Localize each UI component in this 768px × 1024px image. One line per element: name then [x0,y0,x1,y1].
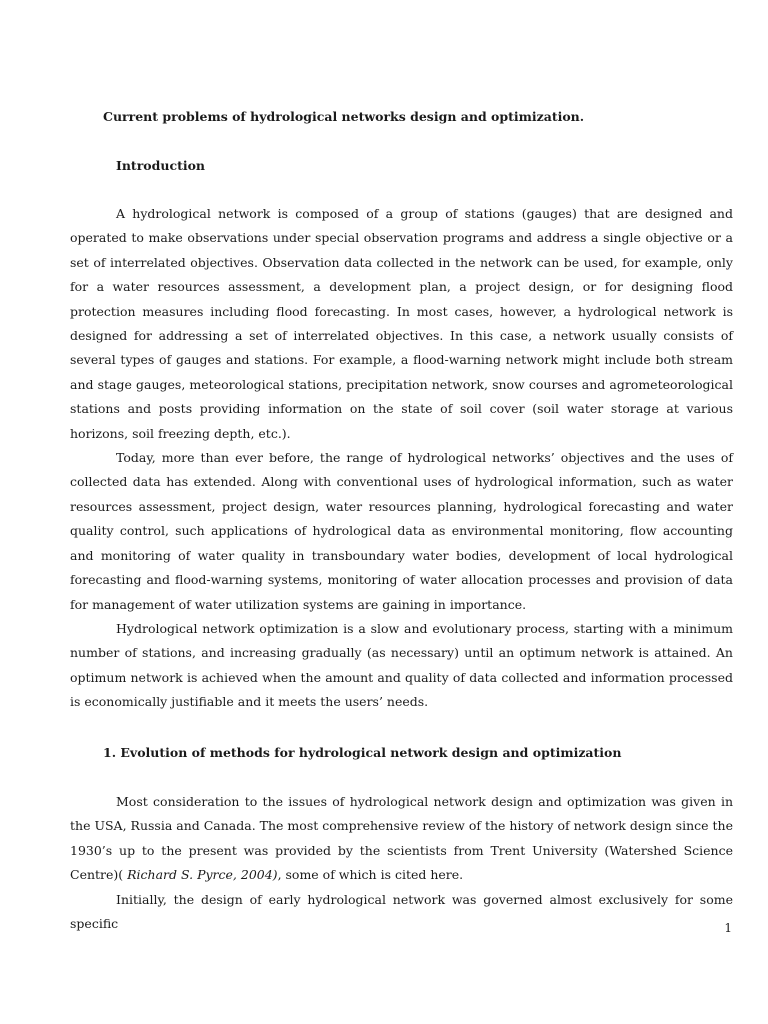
intro-paragraph-1: A hydrological network is composed of a group of stations (gauges) that are designed and operated to make observations under special observation programs and address a single objective or a set of interrelated objectives. Observation data collected in the network can be used, for example, only for a water resources assessment, a development plan, a project design, or for designing flood protection measures including flood forecasting. In most cases, however, a hydrological network is designed for addressing a set of interrelated objectives. In this case, a network usually consists of several types of gauges and stations. For example, a flood-warning network might include both stream and stage gauges, meteorological stations, precipitation network, snow courses and agrometeorological stations and posts providing information on the state of soil cover (soil water storage at various horizons, soil freezing depth, etc.). [70,206,733,441]
citation: Richard S. Pyrce, 2004) [127,867,278,883]
section-1-body [70,790,733,936]
introduction-body [70,202,733,715]
paragraph-text: Most consideration to the issues of hydrological network design and optimization was given in the USA, Russia and Canada. The most comprehensive review of the history of network design since the 1930’s up to the present was provided by the scientists from Trent University (Watershed Science Centre)( [70,794,733,883]
document-title: Current problems of hydrological networks design and optimization. [103,109,585,124]
section-1-heading: 1. Evolution of methods for hydrological network design and optimization [103,745,622,760]
introduction-heading: Introduction [116,158,206,173]
page-number: 1 [724,921,732,935]
intro-paragraph-2: Today, more than ever before, the range of hydrological networks’ objectives and the uses of collected data has extended. Along with conventional uses of hydrological information, such as water resources assessment, project design, water resources planning, hydrological forecasting and water quality control, such applications of hydrological data as environmental monitoring, flow accounting and monitoring of water quality in transboundary water bodies, development of local hydrological forecasting and flood-warning systems, monitoring of water allocation processes and provision of data for management of water utilization systems are gaining in importance. [70,450,733,612]
paragraph-text-end: , some of which is cited here. [277,867,464,883]
section-1-paragraph-2: Initially, the design of early hydrological network was governed almost exclusively for some specific [70,891,733,932]
section-1-paragraph-1 [70,790,733,888]
intro-paragraph-3: Hydrological network optimization is a slow and evolutionary process, starting with a minimum number of stations, and increasing gradually (as necessary) until an optimum network is attained. An optimum network is achieved when the amount and quality of data collected and information processed is economically justifiable and it meets the users’ needs. [70,620,733,710]
